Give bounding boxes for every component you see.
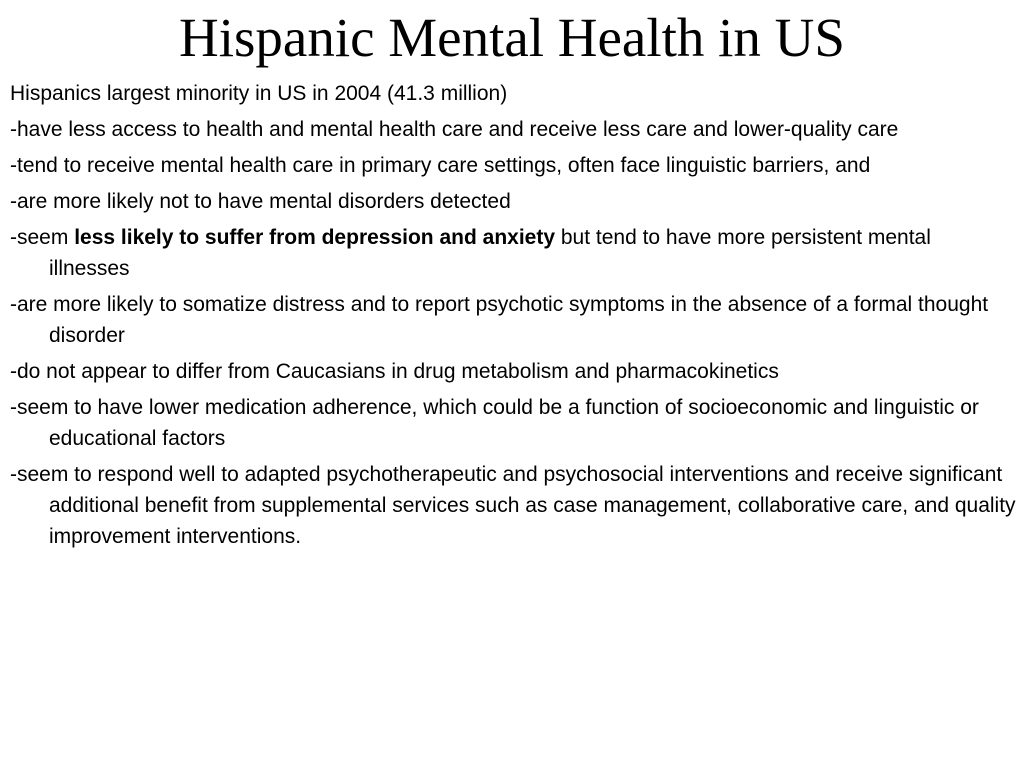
bullet-line-post: but tend to have more persistent mental illnesses [49, 226, 931, 280]
bullet-line: -tend to receive mental health care in primary care settings, often face linguistic barriers, and [10, 154, 871, 177]
bullet-line-bold: less likely to suffer from depression and anxiety [74, 226, 556, 249]
bullet-line: -are more likely to somatize distress and to report psychotic symptoms in the absence of a formal thought disorder [10, 293, 989, 347]
slide-body [10, 78, 1016, 557]
bullet-line: -seem to respond well to adapted psychotherapeutic and psychosocial interventions and receive significant additional benefit from supplemental services such as case management, collaborative care, and quality improvement interventions. [10, 463, 1016, 548]
bullet-line: Hispanics largest minority in US in 2004 (41.3 million) [10, 82, 508, 105]
bullet-line-emphasis [10, 222, 1016, 284]
bullet-line: -are more likely not to have mental disorders detected [10, 190, 511, 213]
slide-title: Hispanic Mental Health in US [179, 7, 845, 68]
bullet-line: -do not appear to differ from Caucasians in drug metabolism and pharmacokinetics [10, 360, 779, 383]
bullet-line-pre: -seem [10, 226, 75, 249]
bullet-line: -seem to have lower medication adherence, which could be a function of socioeconomic and linguistic or educational factors [10, 396, 979, 450]
bullet-line: -have less access to health and mental health care and receive less care and lower-quality care [10, 118, 899, 141]
